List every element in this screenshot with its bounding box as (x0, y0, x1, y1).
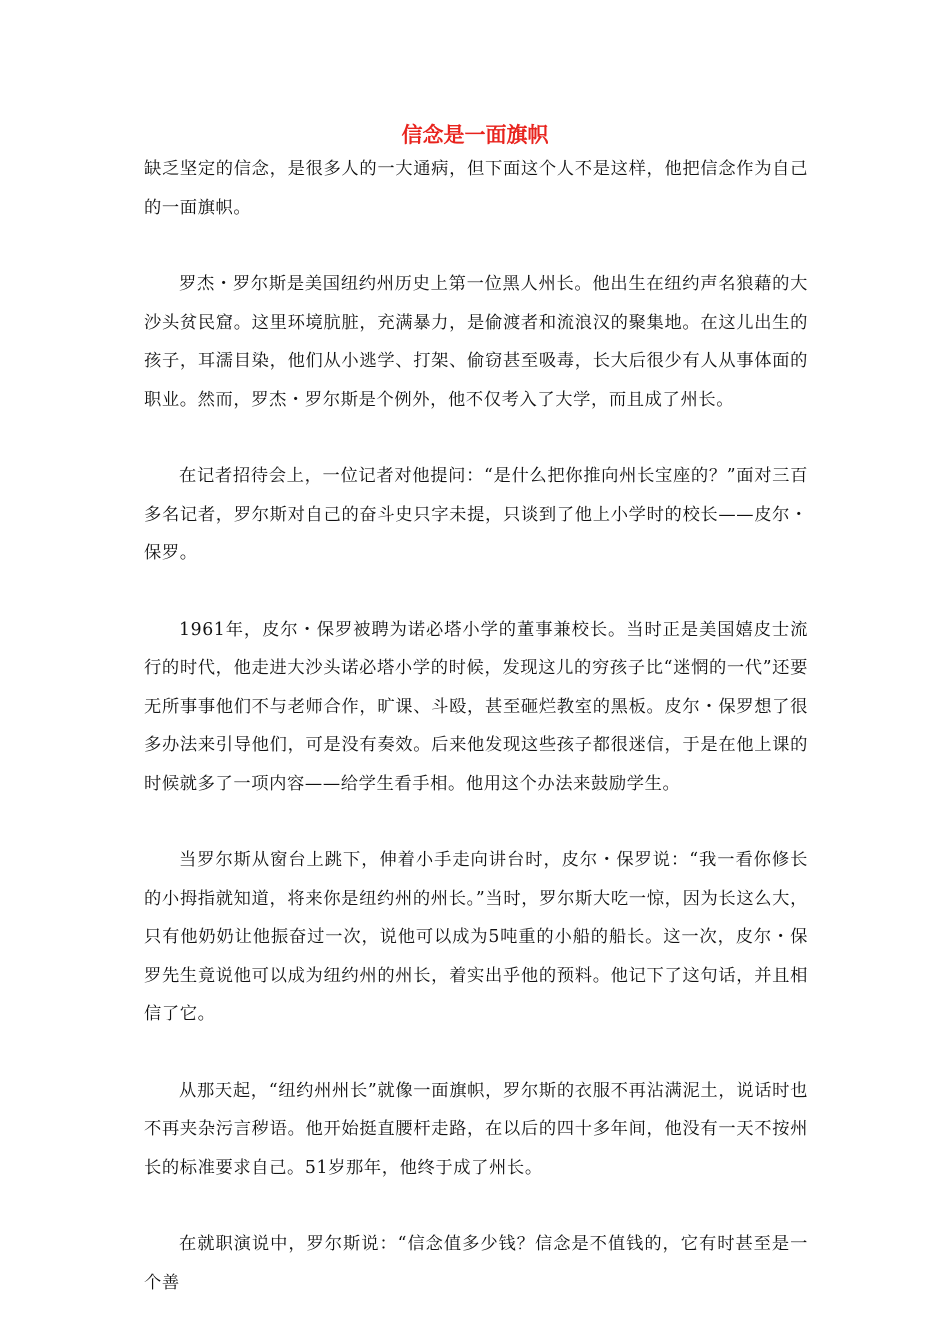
document-body (144, 150, 808, 1340)
paragraph-2: 在记者招待会上，一位记者对他提问：“是什么把你推向州长宝座的？”面对三百多名记者，罗尔斯对自己的奋斗史只字未提，只谈到了他上小学时的校长——皮尔・保罗。 (144, 466, 808, 563)
paragraph-1: 罗杰・罗尔斯是美国纽约州历史上第一位黑人州长。他出生在纽约声名狼藉的大沙头贫民窟。这里环境肮脏，充满暴力，是偷渡者和流浪汉的聚集地。在这儿出生的孩子，耳濡目染，他们从小逃学、打架、偷窃甚至吸毒，长大后很少有人从事体面的职业。然而，罗杰・罗尔斯是个例外，他不仅考入了大学，而且成了州长。 (144, 274, 808, 410)
paragraph-intro: 缺乏坚定的信念，是很多人的一大通病，但下面这个人不是这样，他把信念作为自己的一面旗帜。 (144, 159, 808, 218)
paragraph-5: 从那天起，“纽约州州长”就像一面旗帜，罗尔斯的衣服不再沾满泥土，说话时也不再夹杂污言秽语。他开始挺直腰杆走路，在以后的四十多年间，他没有一天不按州长的标准要求自己。51岁那年，他终于成了州长。 (144, 1080, 808, 1178)
paragraph-6: 在就职演说中，罗尔斯说：“信念值多少钱？信念是不值钱的，它有时甚至是一个善 (144, 1234, 808, 1293)
paragraph-3: 1961年，皮尔・保罗被聘为诺必塔小学的董事兼校长。当时正是美国嬉皮士流行的时代，他走进大沙头诺必塔小学的时候，发现这儿的穷孩子比“迷惘的一代”还要无所事事他们不与老师合作，旷课、斗殴，甚至砸烂教室的黑板。皮尔・保罗想了很多办法来引导他们，可是没有奏效。后来他发现这些孩子都很迷信，于是在他上课的时候就多了一项内容——给学生看手相。他用这个办法来鼓励学生。 (144, 619, 808, 794)
paragraph-4: 当罗尔斯从窗台上跳下，伸着小手走向讲台时，皮尔・保罗说：“我一看你修长的小拇指就知道，将来你是纽约州的州长。”当时，罗尔斯大吃一惊，因为长这么大，只有他奶奶让他振奋过一次，说他可以成为5吨重的小船的船长。这一次，皮尔・保罗先生竟说他可以成为纽约州的州长，着实出乎他的预料。他记下了这句话，并且相信了它。 (144, 850, 808, 1024)
document-title: 信念是一面旗帜 (401, 123, 549, 147)
